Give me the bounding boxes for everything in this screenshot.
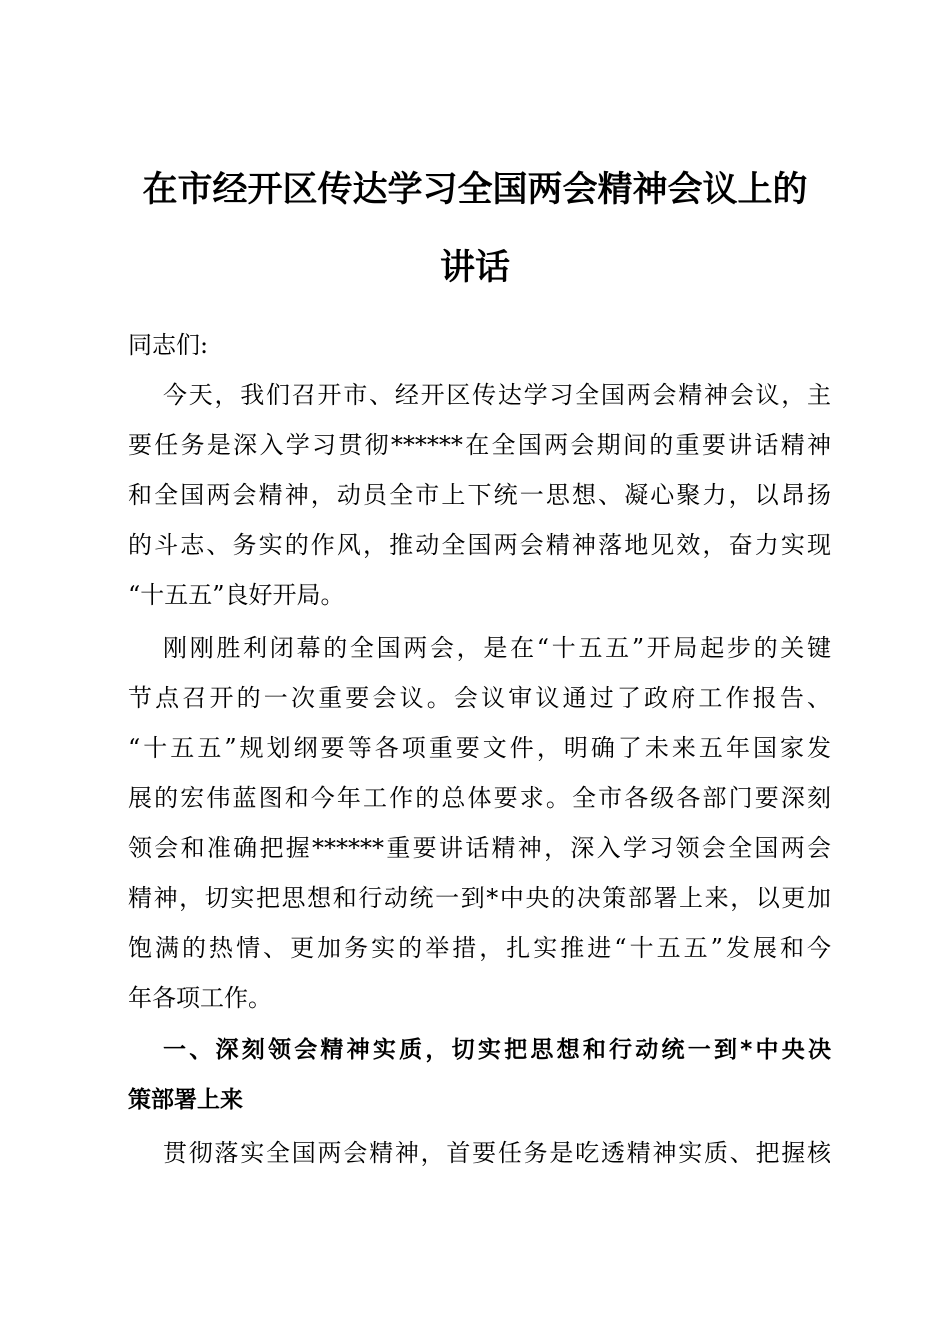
salutation: 同志们: xyxy=(128,331,209,359)
paragraph-2-line-3: “十五五”规划纲要等各项重要文件，明确了未来五年国家发 xyxy=(128,734,831,762)
paragraph-2-line-2: 节点召开的一次重要会议。会议审议通过了政府工作报告、 xyxy=(128,684,831,712)
paragraph-2-line-6: 精神，切实把思想和行动统一到*中央的决策部署上来，以更加 xyxy=(128,884,831,912)
document-title-line-2: 讲话 xyxy=(439,247,510,288)
paragraph-2-line-1: 刚刚胜利闭幕的全国两会，是在“十五五”开局起步的关键 xyxy=(163,634,831,662)
paragraph-2-line-5: 领会和准确把握******重要讲话精神，深入学习领会全国两会 xyxy=(128,834,831,862)
paragraph-2-line-8: 年各项工作。 xyxy=(128,984,272,1012)
paragraph-2-line-4: 展的宏伟蓝图和今年工作的总体要求。全市各级各部门要深刻 xyxy=(128,784,831,812)
paragraph-3-line-1: 贯彻落实全国两会精神，首要任务是吃透精神实质、把握核 xyxy=(163,1139,831,1167)
paragraph-1-line-4: 的斗志、务实的作风，推动全国两会精神落地见效，奋力实现 xyxy=(128,531,831,559)
paragraph-2-line-7: 饱满的热情、更加务实的举措，扎实推进“十五五”发展和今 xyxy=(128,934,831,962)
paragraph-1-line-2: 要任务是深入学习贯彻******在全国两会期间的重要讲话精神 xyxy=(128,431,831,459)
paragraph-1-line-3: 和全国两会精神，动员全市上下统一思想、凝心聚力，以昂扬 xyxy=(128,481,831,509)
section-heading-1-line-1: 一、深刻领会精神实质，切实把思想和行动统一到*中央决 xyxy=(163,1037,831,1063)
document-title-line-1: 在市经开区传达学习全国两会精神会议上的 xyxy=(142,169,808,210)
paragraph-1-line-5: “十五五”良好开局。 xyxy=(128,581,345,609)
paragraph-1-line-1: 今天，我们召开市、经开区传达学习全国两会精神会议，主 xyxy=(163,381,831,409)
section-heading-1-line-2: 策部署上来 xyxy=(128,1087,243,1113)
